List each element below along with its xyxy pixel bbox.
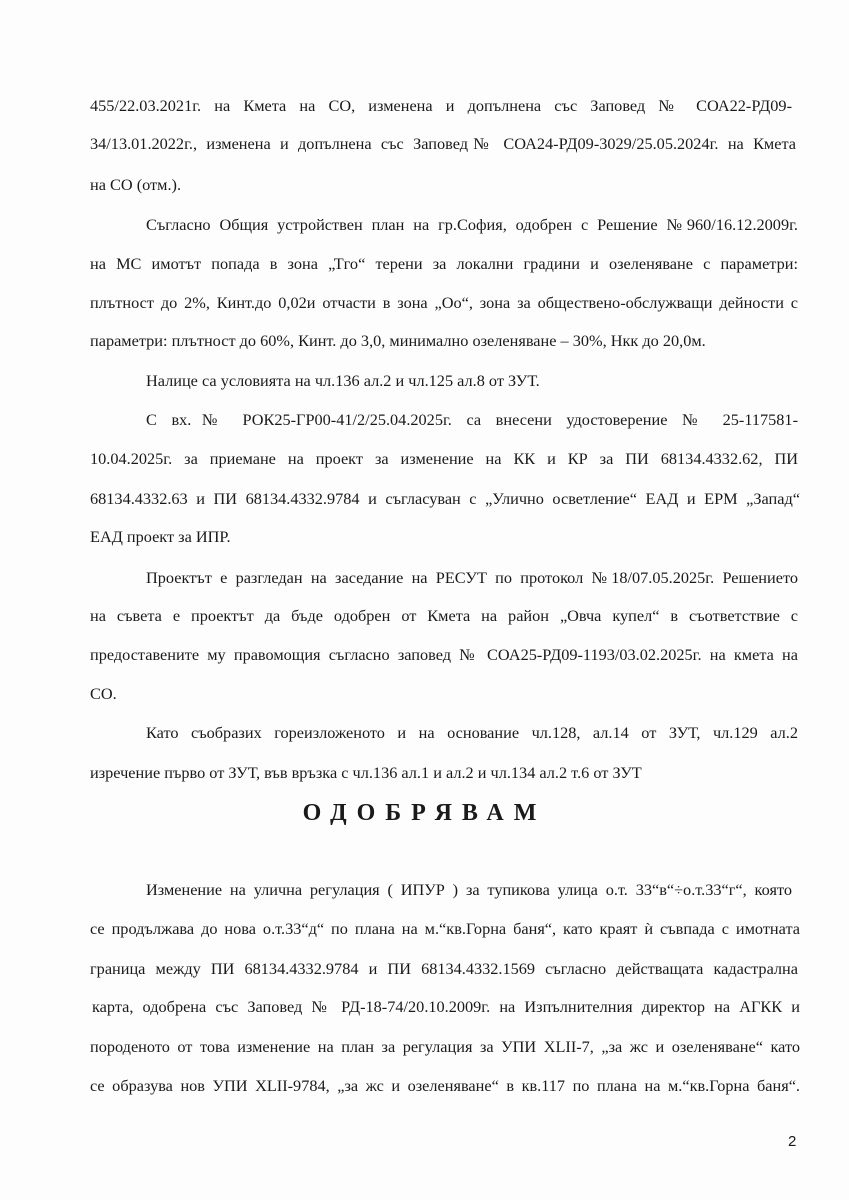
paragraph-4-line-1: С вх.№ РОК25-ГР00-41/2/25.04.2025г. са внесени удостоверение № 25-117581- xyxy=(146,410,798,429)
paragraph-2-line-1: Съгласно Общия устройствен план на гр.София, одобрен с Решение №960/16.12.2009г. xyxy=(146,215,798,234)
paragraph-5-line-4: СО. xyxy=(90,684,117,703)
paragraph-4-line-4: ЕАД проект за ИПР. xyxy=(90,527,231,546)
paragraph-3-line-1: Налице са условията на чл.136 ал.2 и чл.125 ал.8 от ЗУТ. xyxy=(146,371,540,390)
paragraph-7-line-5: породеното от това изменение на план за регулация за УПИ XLII-7, „за жс и озеленяване“ като xyxy=(90,1037,800,1056)
paragraph-1-line-2: 34/13.01.2022г., изменена и допълнена със Заповед№ СОА24-РД09-3029/25.05.2024г. на Кмета xyxy=(90,134,796,153)
paragraph-7-line-2: се продължава до нова о.т.33“д“ по плана на м.“кв.Горна баня“, като краят ѝ съвпада с имотната xyxy=(90,919,800,938)
paragraph-5-line-2: на съвета е проектът да бъде одобрен от Кмета на район „Овча купел“ в съответствие с xyxy=(90,606,798,625)
paragraph-5-line-1: Проектът е разгледан на заседание на РЕСУТ по протокол №18/07.05.2025г. Решението xyxy=(146,568,798,587)
paragraph-2-line-2: на МС имотът попада в зона „Тго“ терени за локални градини и озеленяване с параметри: xyxy=(90,254,798,273)
paragraph-4-line-2: 10.04.2025г. за приемане на проект за изменение на КК и КР за ПИ 68134.4332.62, ПИ xyxy=(90,449,798,468)
paragraph-7-line-4: карта, одобрена със Заповед № РД-18-74/20.10.2009г. на Изпълнителния директор на АГКК и xyxy=(92,997,800,1016)
paragraph-5-line-3: предоставените му правомощия съгласно заповед № СОА25-РД09-1193/03.02.2025г. на кмета на xyxy=(90,645,798,664)
paragraph-6-line-1: Като съобразих гореизложеното и на основание чл.128, ал.14 от ЗУТ, чл.129 ал.2 xyxy=(146,723,798,742)
approval-heading: ОДОБРЯВАМ xyxy=(302,800,547,826)
paragraph-4-line-3: 68134.4332.63 и ПИ 68134.4332.9784 и съгласуван с „Улично осветление“ ЕАД и ЕРМ „Запад“ xyxy=(90,489,800,508)
paragraph-7-line-3: граница между ПИ 68134.4332.9784 и ПИ 68134.4332.1569 съгласно действащата кадастрална xyxy=(90,959,798,978)
paragraph-2-line-4: параметри: плътност до 60%, Кинт. до 3,0, минимално озеленяване – 30%, Нкк до 20,0м. xyxy=(90,331,706,350)
paragraph-1-line-3: на СО (отм.). xyxy=(90,175,182,194)
paragraph-7-line-6: се образува нов УПИ XLII-9784, „за жс и озеленяване“ в кв.117 по плана на м.“кв.Горна баня“. xyxy=(90,1076,800,1095)
paragraph-1-line-1: 455/22.03.2021г. на Кмета на СО, изменена и допълнена със Заповед № СОА22-РД09- xyxy=(90,96,792,115)
paragraph-6-line-2: изречение първо от ЗУТ, във връзка с чл.136 ал.1 и ал.2 и чл.134 ал.2 т.6 от ЗУТ xyxy=(90,763,642,782)
page-number: 2 xyxy=(788,1133,797,1150)
paragraph-2-line-3: плътност до 2%, Кинт.до 0,02и отчасти в зона „Оо“, зона за обществено-обслужващи дейности с xyxy=(90,293,798,312)
paragraph-7-line-1: Изменение на улична регулация ( ИПУР ) за тупикова улица о.т. 33“в“÷о.т.33“г“, която xyxy=(146,880,792,899)
